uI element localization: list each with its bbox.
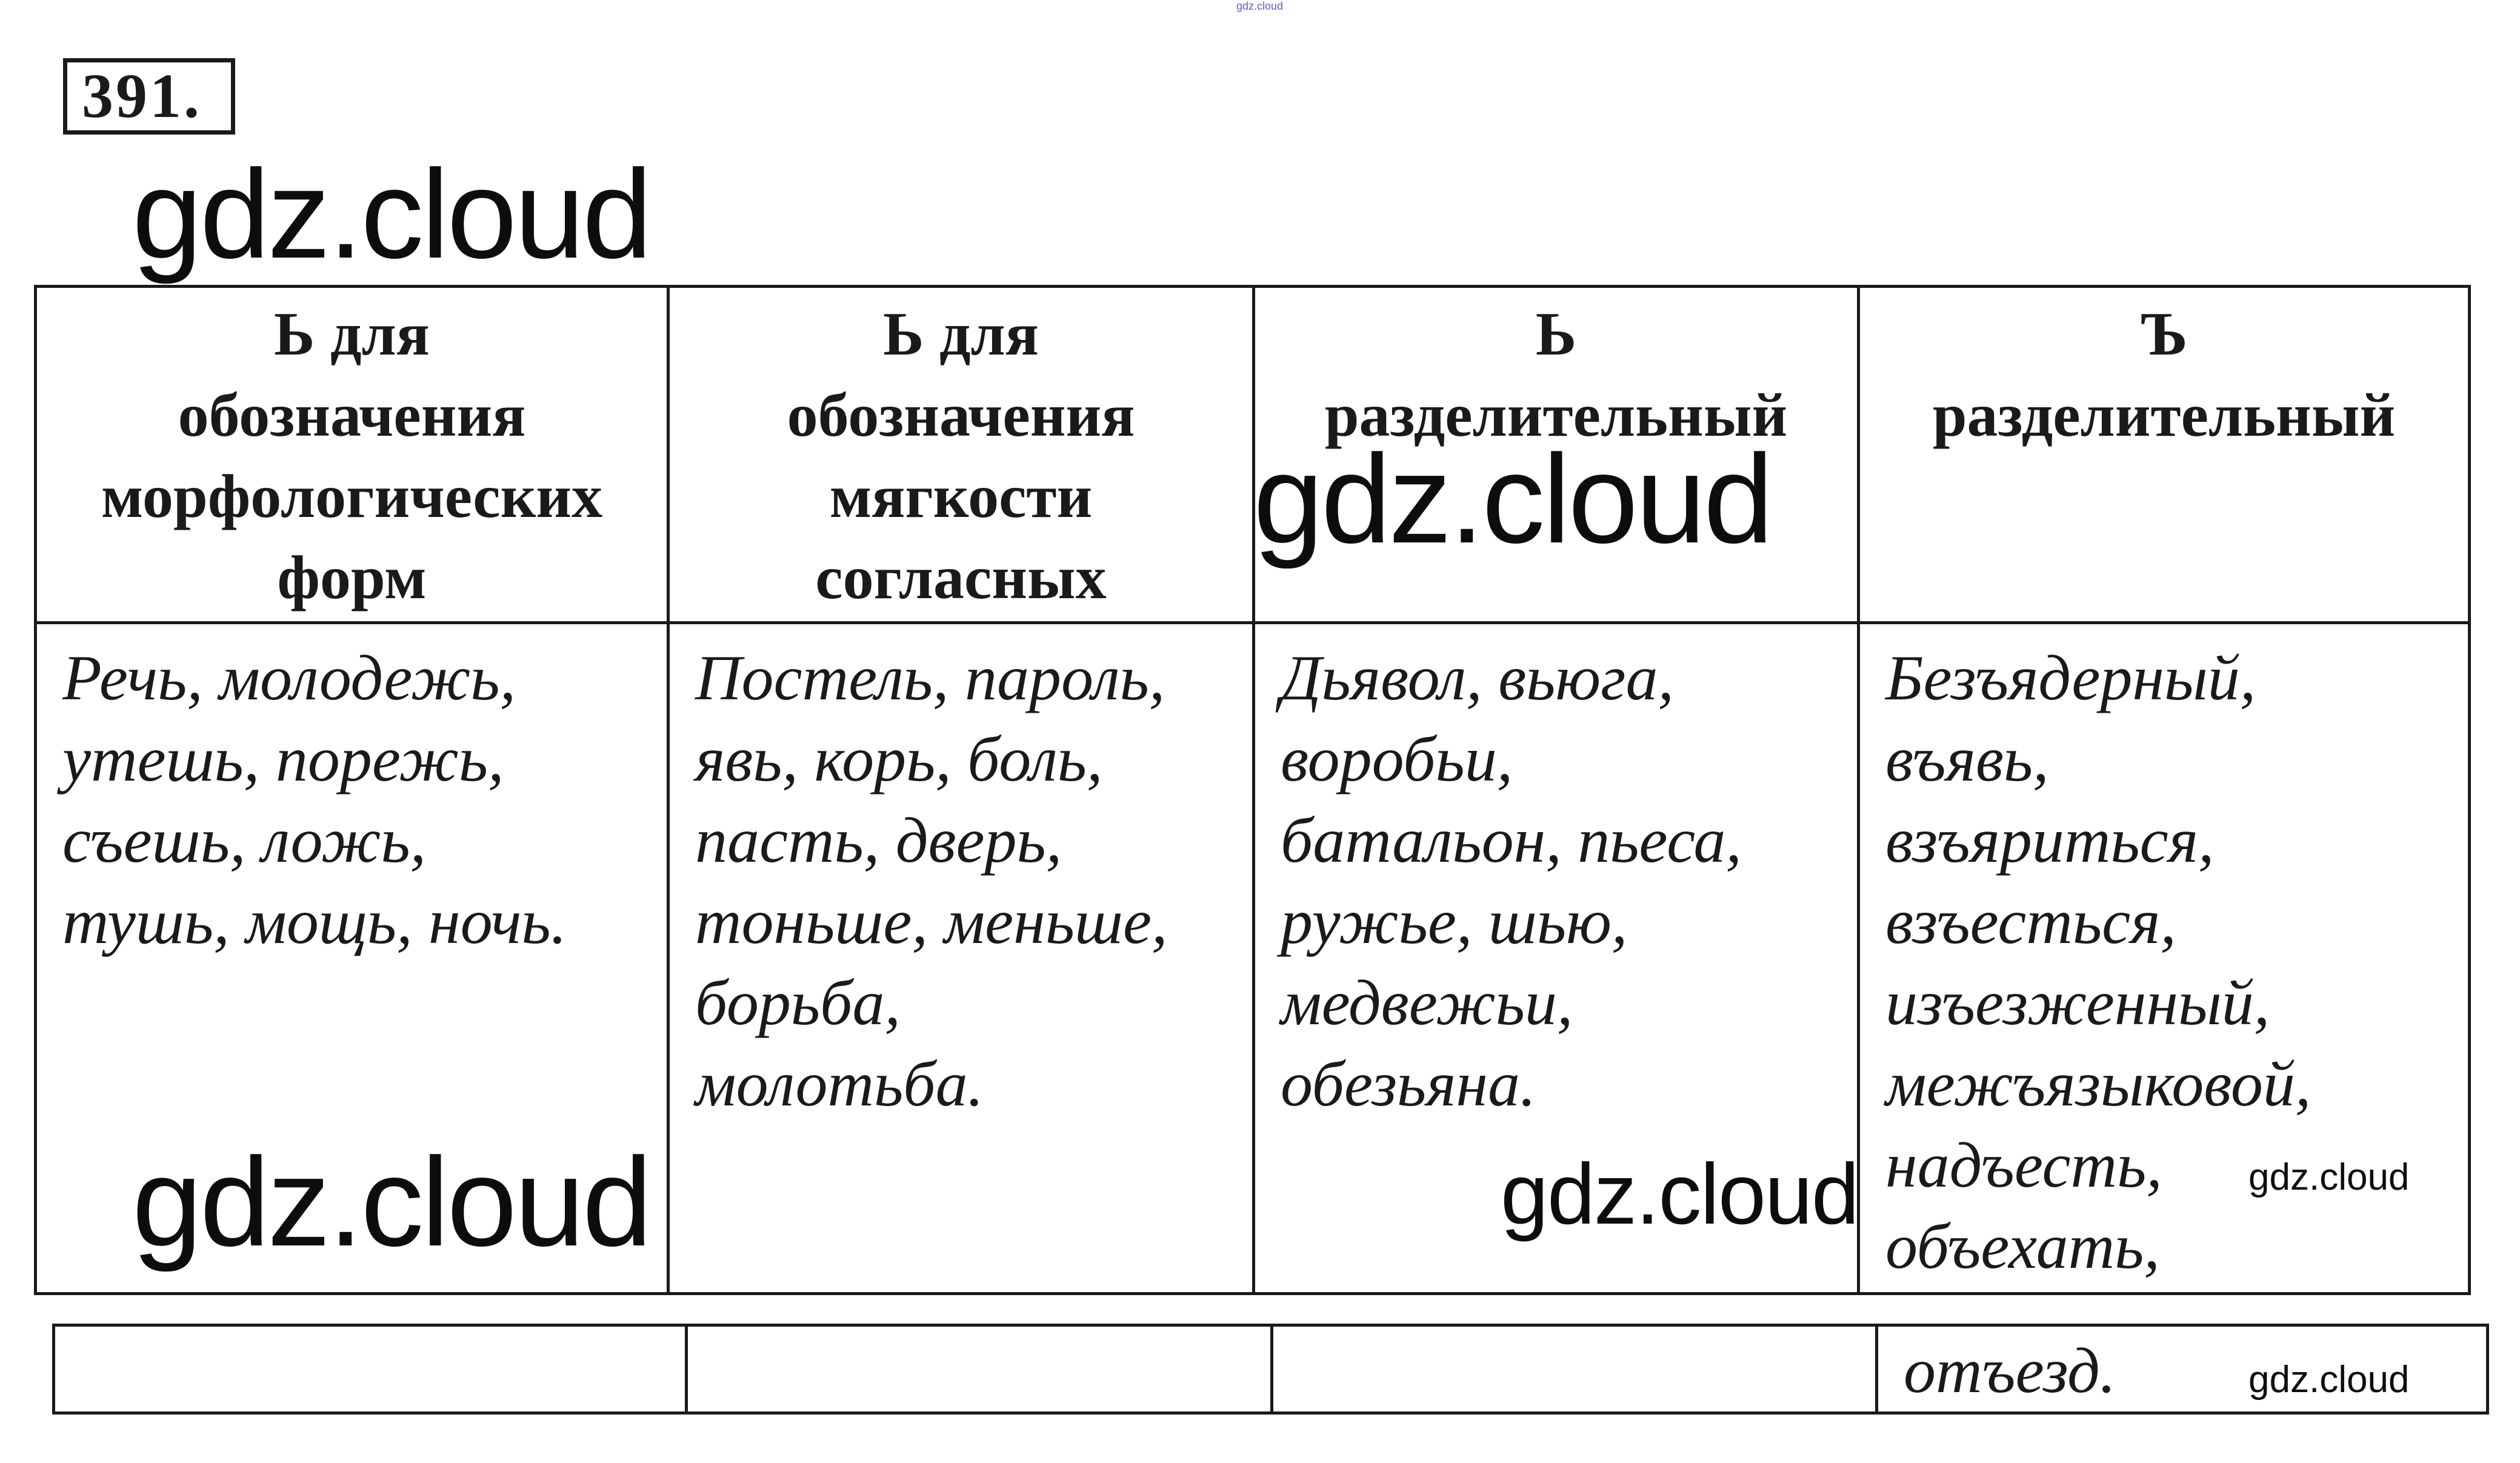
cell-softness-words — [668, 623, 1254, 1294]
watermark-logo: gdz.cloud — [1253, 429, 1772, 570]
table-header-row — [36, 287, 2470, 623]
watermark-logo: gdz.cloud — [2248, 1359, 2410, 1401]
word-list: Дьявол, вьюга, воробьи, батальон, пьеса, ружье, шью, медвежьи, обезьяна. — [1281, 642, 1742, 1119]
header-hard-sign-separating — [1859, 287, 2470, 623]
header-soft-sign-softness — [668, 287, 1254, 623]
word-list: Речь, молодежь, утешь, порежь, съешь, ложь, тушь, мощь, ночь. — [62, 642, 567, 957]
word-list: Безъядерный, въявь, взъяриться, взъесться, изъезженный, межъязыковой, надъесть, объехать, — [1885, 642, 2312, 1282]
table-row — [54, 1325, 2488, 1413]
word-list: отъезд. — [1904, 1335, 2116, 1406]
continuation-cell — [54, 1325, 687, 1413]
header-label: Ь разделительный — [1324, 300, 1788, 450]
continuation-cell — [687, 1325, 1272, 1413]
header-label: Ъ разделительный — [1932, 300, 2396, 450]
header-label: Ь для обозначения мягкости согласных — [787, 300, 1135, 612]
watermark-logo: gdz.cloud — [132, 1132, 650, 1273]
top-watermark-text: gdz.cloud — [1236, 0, 1284, 12]
exercise-number: 391. — [63, 58, 235, 135]
watermark-logo: gdz.cloud — [2248, 1156, 2410, 1198]
watermark-logo: gdz.cloud — [132, 144, 650, 285]
header-label: Ь для обозначения морфологических форм — [101, 300, 603, 612]
continuation-cell — [1272, 1325, 1877, 1413]
word-list: Постель, пароль, явь, корь, боль, пасть, дверь, тоньше, меньше, борьба, молотьба. — [695, 642, 1168, 1119]
watermark-logo: gdz.cloud — [1501, 1146, 1858, 1242]
header-soft-sign-morphological — [36, 287, 668, 623]
continuation-table — [52, 1324, 2489, 1415]
